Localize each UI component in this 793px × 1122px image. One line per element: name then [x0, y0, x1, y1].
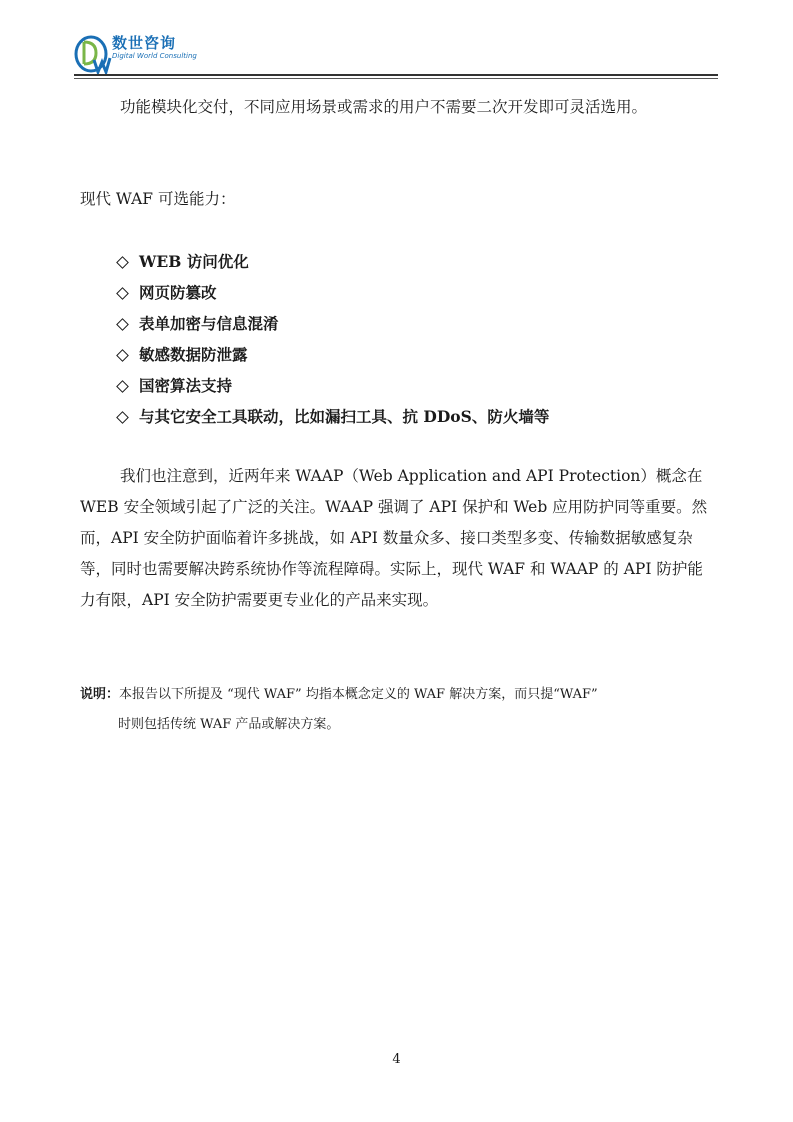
company-logo	[74, 30, 204, 76]
list-item: WEB 访问优化	[116, 246, 549, 277]
list-item: 国密算法支持	[116, 370, 549, 401]
note-block	[80, 680, 713, 740]
diamond-bullet-icon	[116, 380, 129, 393]
diamond-bullet-icon	[116, 411, 129, 424]
header-rule-thin	[74, 78, 718, 79]
logo-text: 数世咨询	[112, 34, 177, 52]
list-item: 与其它安全工具联动，比如漏扫工具、抗 DDoS、防火墙等	[116, 401, 549, 432]
page-number: 4	[392, 1052, 401, 1067]
note-line-1: 说明：本报告以下所提及 “现代 WAF” 均指本概念定义的 WAF 解决方案，而只提“WAF”	[80, 687, 598, 702]
note-line-2: 时则包括传统 WAF 产品或解决方案。	[118, 717, 340, 732]
capabilities-heading: 现代 WAF 可选能力：	[80, 190, 236, 208]
intro-paragraph: 功能模块化交付，不同应用场景或需求的用户不需要二次开发即可灵活选用。	[120, 98, 648, 116]
diamond-bullet-icon	[116, 287, 129, 300]
logo-subtext: Digital World Consulting	[112, 52, 197, 60]
page-header	[74, 30, 718, 78]
diamond-bullet-icon	[116, 349, 129, 362]
diamond-bullet-icon	[116, 256, 129, 269]
dw-logo-icon	[74, 30, 114, 76]
header-rule-thick	[74, 74, 718, 76]
diamond-bullet-icon	[116, 318, 129, 331]
waap-paragraph: 我们也注意到，近两年来 WAAP（Web Application and API Protection）概念在 WEB 安全领域引起了广泛的关注。WAAP 强调了 API 保护和 Web 应用防护同等重要。然而，API 安全防护面临着许多挑战，如 API 数量众多、接口类型多变、传输数据敏感复杂等，同时也需要解决跨系统协作等流程障碍。实际上，现代 WAF 和 WAAP 的 API 防护能力有限，API 安全防护需要更专业化的产品来实现。	[80, 467, 708, 609]
note-label: 说明：	[80, 687, 120, 702]
list-item: 表单加密与信息混淆	[116, 308, 549, 339]
list-item: 敏感数据防泄露	[116, 339, 549, 370]
capabilities-list	[116, 246, 549, 432]
list-item: 网页防篡改	[116, 277, 549, 308]
